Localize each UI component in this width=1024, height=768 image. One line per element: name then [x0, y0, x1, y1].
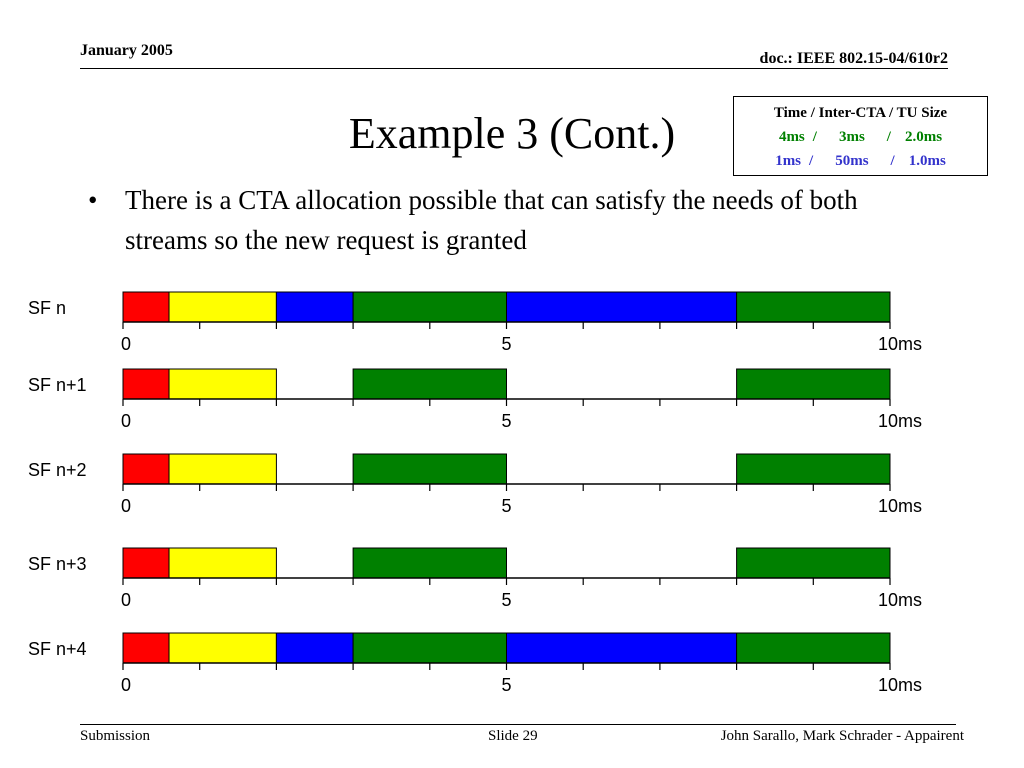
cta-segment-red	[123, 454, 169, 484]
legend-cell: 1ms	[775, 152, 802, 169]
time-axis-tick-label: 10ms	[877, 590, 923, 610]
time-axis-tick-label: 5	[501, 496, 512, 516]
cta-segment-blue	[276, 292, 353, 322]
legend-cell: 50ms	[835, 152, 869, 169]
legend-cell: 4ms	[778, 128, 805, 145]
row-label: SF n+4	[28, 639, 87, 659]
cta-segment-red	[123, 633, 169, 663]
cta-segment-green	[353, 369, 506, 399]
row-label: SF n+3	[28, 554, 87, 574]
time-axis-tick-label: 10ms	[877, 411, 923, 431]
cta-segment-yellow	[169, 292, 276, 322]
cta-segment-green	[737, 633, 890, 663]
footer-submission: Submission	[80, 728, 151, 744]
cta-segment-green	[353, 633, 506, 663]
time-axis-tick-label: 0	[121, 411, 132, 431]
cta-segment-yellow	[169, 369, 276, 399]
footer-divider	[80, 724, 956, 725]
legend-cell: 3ms	[838, 128, 865, 145]
header-date: January 2005	[80, 42, 173, 59]
time-axis-tick-label: 10ms	[877, 496, 923, 516]
bullet-text: There is a CTA allocation possible that can satisfy the needs of both streams so the new request is granted	[125, 185, 858, 255]
cta-segment-red	[123, 292, 169, 322]
cta-segment-blue	[507, 292, 737, 322]
row-label: SF n+2	[28, 460, 87, 480]
time-axis-tick-label: 5	[501, 675, 512, 695]
footer-authors: John Sarallo, Mark Schrader - Appairent	[720, 728, 964, 744]
cta-segment-green	[737, 292, 890, 322]
time-axis-tick-label: 0	[121, 496, 132, 516]
legend-header: Time / Inter-CTA / TU Size	[773, 104, 948, 121]
cta-segment-blue	[276, 633, 353, 663]
slide-title: Example 3 (Cont.)	[348, 109, 676, 158]
cta-segment-green	[353, 454, 506, 484]
row-label: SF n	[28, 298, 67, 318]
legend-cell: /	[886, 128, 891, 145]
time-axis-tick-label: 0	[121, 675, 132, 695]
cta-segment-green	[737, 369, 890, 399]
time-axis-tick-label: 5	[501, 411, 512, 431]
legend-cell: 1.0ms	[908, 152, 946, 169]
cta-segment-green	[353, 548, 506, 578]
cta-segment-green	[353, 292, 506, 322]
cta-segment-red	[123, 369, 169, 399]
cta-segment-yellow	[169, 548, 276, 578]
footer-slide-number: Slide 29	[488, 728, 538, 744]
cta-segment-red	[123, 548, 169, 578]
cta-segment-blue	[507, 633, 737, 663]
header-doc-id: doc.: IEEE 802.15-04/610r2	[759, 50, 948, 67]
time-axis-tick-label: 10ms	[877, 675, 923, 695]
bullet-mark: •	[88, 185, 98, 215]
cta-segment-green	[737, 454, 890, 484]
time-axis-tick-label: 5	[501, 334, 512, 354]
legend-cell: 2.0ms	[904, 128, 943, 145]
cta-segment-yellow	[169, 454, 276, 484]
cta-segment-yellow	[169, 633, 276, 663]
time-axis-tick-label: 10ms	[877, 334, 923, 354]
cta-segment-green	[737, 548, 890, 578]
time-axis-tick-label: 0	[121, 590, 132, 610]
legend-cell: /	[812, 128, 817, 145]
legend-cell: /	[890, 152, 895, 169]
row-label: SF n+1	[28, 375, 87, 395]
legend-cell: /	[809, 152, 814, 169]
time-axis-tick-label: 0	[121, 334, 132, 354]
time-axis-tick-label: 5	[501, 590, 512, 610]
